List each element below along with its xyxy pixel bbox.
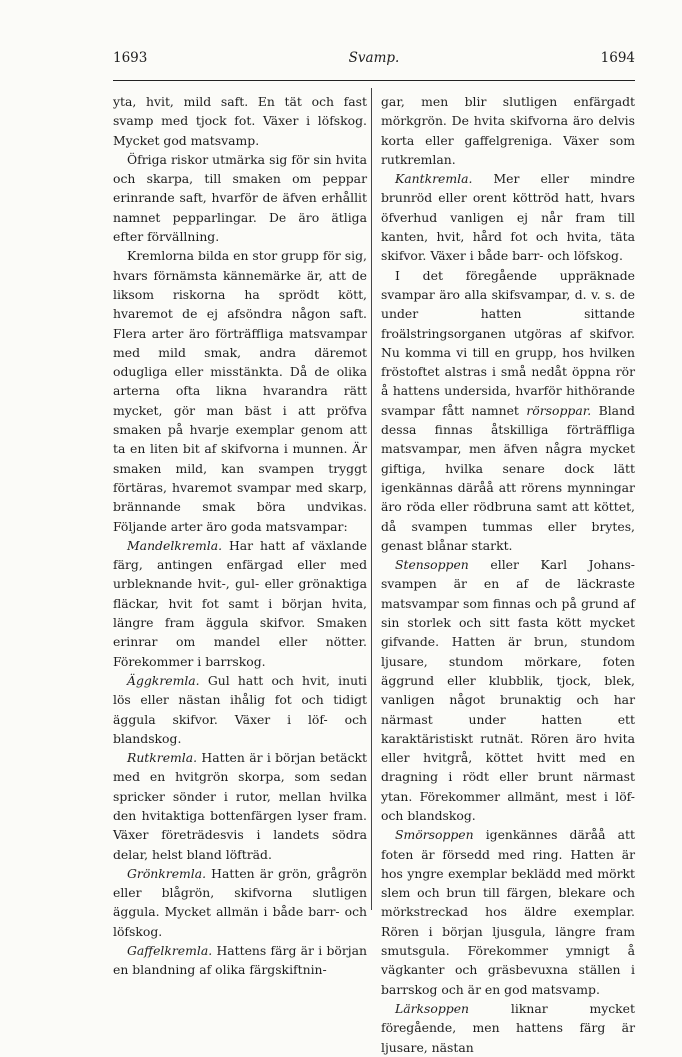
paragraph [113,150,367,246]
paragraph-text: Hatten är i början betäckt med en hvitgrön skorpa, som sedan spricker sönder i rutor, mellan hvilka den hvitaktiga bottenfärgen lyser fram. Växer företrädesvis i landets södra delar, helst bland löfträd. [113,750,367,862]
paragraph-text: Gul hatt och hvit, inuti lös eller nästan ihålig fot och tidigt äggula skifvor. Växer i löf- och blandskog. [113,672,367,746]
species-name: Grönkremla. [127,865,207,881]
paragraph [381,169,635,265]
left-page-number: 1693 [113,50,148,66]
left-column [113,92,367,980]
paragraph-text: Bland dessa finnas åtskilliga förträffliga matsvampar, men äfven några mycket giftiga, hvilka senare dock lätt igenkännas däråå att rörens mynningar äro röda eller rödbruna samt att köttet, då svampen tummas eller brytes, genast blånar starkt. [381,402,635,553]
paragraph-text: I det föregående uppräknade svampar äro alla skifsvampar, d. v. s. de under hatten sittande froälstringsorganen utgöras af skifvor. Nu komma vi till en grupp, hos hvilken fröstoftet alstras i små nedåt öppna rör å hattens undersida, hvarför hithörande svampar fått namnet [381,267,635,418]
paragraph-text: liknar mycket föregående, men hattens färg är ljusare, nästan [381,1000,635,1055]
paragraph [113,671,367,748]
species-name: Kantkremla. [395,171,473,187]
species-name: Stensoppen [395,557,469,573]
paragraph-text: Hatten är grön, grågrön eller blågrön, skifvorna slutligen äggula. Mycket allmän i både barr- och löfskog. [113,865,367,939]
species-name: Mandelkremla. [127,537,223,553]
species-name: Gaffelkremla. [127,943,213,959]
species-name: Äggkremla. [127,672,200,688]
right-column [381,92,635,1057]
header-rule [113,80,635,81]
column-divider [371,88,372,910]
paragraph [381,92,635,169]
right-page-number: 1694 [600,50,635,66]
running-title: Svamp. [348,50,400,66]
paragraph-text: gar, men blir slutligen enfärgadt mörkgrön. De hvita skifvorna äro delvis korta eller gaffelgreniga. Växer som rutkremlan. [381,94,635,167]
paragraph [113,941,367,980]
paragraph [113,748,367,864]
species-name: Lärksoppen [395,1000,470,1016]
paragraph [381,266,635,555]
paragraph [113,864,367,941]
species-name: Rutkremla. [127,750,198,766]
paragraph-text: Har hatt af växlande färg, antingen enfärgad eller med urbleknande hvit-, gul- eller grönaktiga fläckar, hvit fot samt i början hvita, längre fram äggula skifvor. Smaken erinrar om mandel eller nötter. Förekommer i barrskog. [113,537,367,669]
paragraph [381,825,635,999]
species-name: Smörsoppen [395,827,474,843]
paragraph-text: Kremlorna bilda en stor grupp för sig, hvars förnämsta kännemärke är, att de liksom riskorna ha sprödt kött, hvaremot de ej afsöndra någon saft. Flera arter äro förträffliga matsvampar med mild smak, andra däremot odugliga eller misstänkta. Då de olika arterna ofta likna hvarandra rätt mycket, gör man bäst i att pröfva smaken på hvarje exemplar genom att ta en liten bit af skifvorna i munnen. Är smaken mild, kan svampen tryggt förtäras, hvaremot svampar med skarp, brännande smak böra undvikas. Följande arter äro goda matsvampar: [113,248,367,534]
paragraph-text: yta, hvit, mild saft. En tät och fast svamp med tjock fot. Växer i löfskog. Mycket god matsvamp. [113,94,367,148]
paragraph [113,246,367,535]
group-name: rörsoppar. [526,402,592,418]
paragraph [113,536,367,671]
page-header [113,50,635,72]
paragraph [381,555,635,825]
paragraph-text: Öfriga riskor utmärka sig för sin hvita och skarpa, till smaken om peppar erinrande saft, hvarför de äfven erhållit namnet pepparlingar. De äro ätliga efter förvällning. [113,151,367,245]
paragraph [113,92,367,150]
paragraph-text: Hattens färg är i början en blandning af olika färgskiftnin- [113,943,367,978]
paragraph-text: igenkännes däråå att foten är försedd med ring. Hatten är hos yngre exemplar beklädd med mörkt slem och brun till färgen, blekare och mörkstreckad hos äldre exemplar. Rören i början ljusgula, längre fram smutsgula. Förekommer ymnigt å vägkanter och gräsbevuxna ställen i barrskog och är en god matsvamp. [381,827,635,997]
paragraph-text: Mer eller mindre brunröd eller orent köttröd hatt, hvars öfverhud vanligen ej når fram till kanten, hvit, hård fot och hvita, täta skifvor. Växer i både barr- och löfskog. [381,171,635,264]
paragraph-text: eller Karl Johans-svampen är en af de läckraste matsvampar som finnas och på grund af sin storlek och sitt fasta kött mycket gifvande. Hatten är brun, stundom ljusare, stundom mörkare, foten äggrund eller klubblik, tjock, blek, vanligen något brunaktig och har närmast under hatten ett karaktäristiskt rutnät. Rören äro hvita eller hvitgrå, köttet hvitt med en dragning i rödt eller brunt närmast ytan. Förekommer allmänt, mest i löf- och blandskog. [381,557,635,823]
